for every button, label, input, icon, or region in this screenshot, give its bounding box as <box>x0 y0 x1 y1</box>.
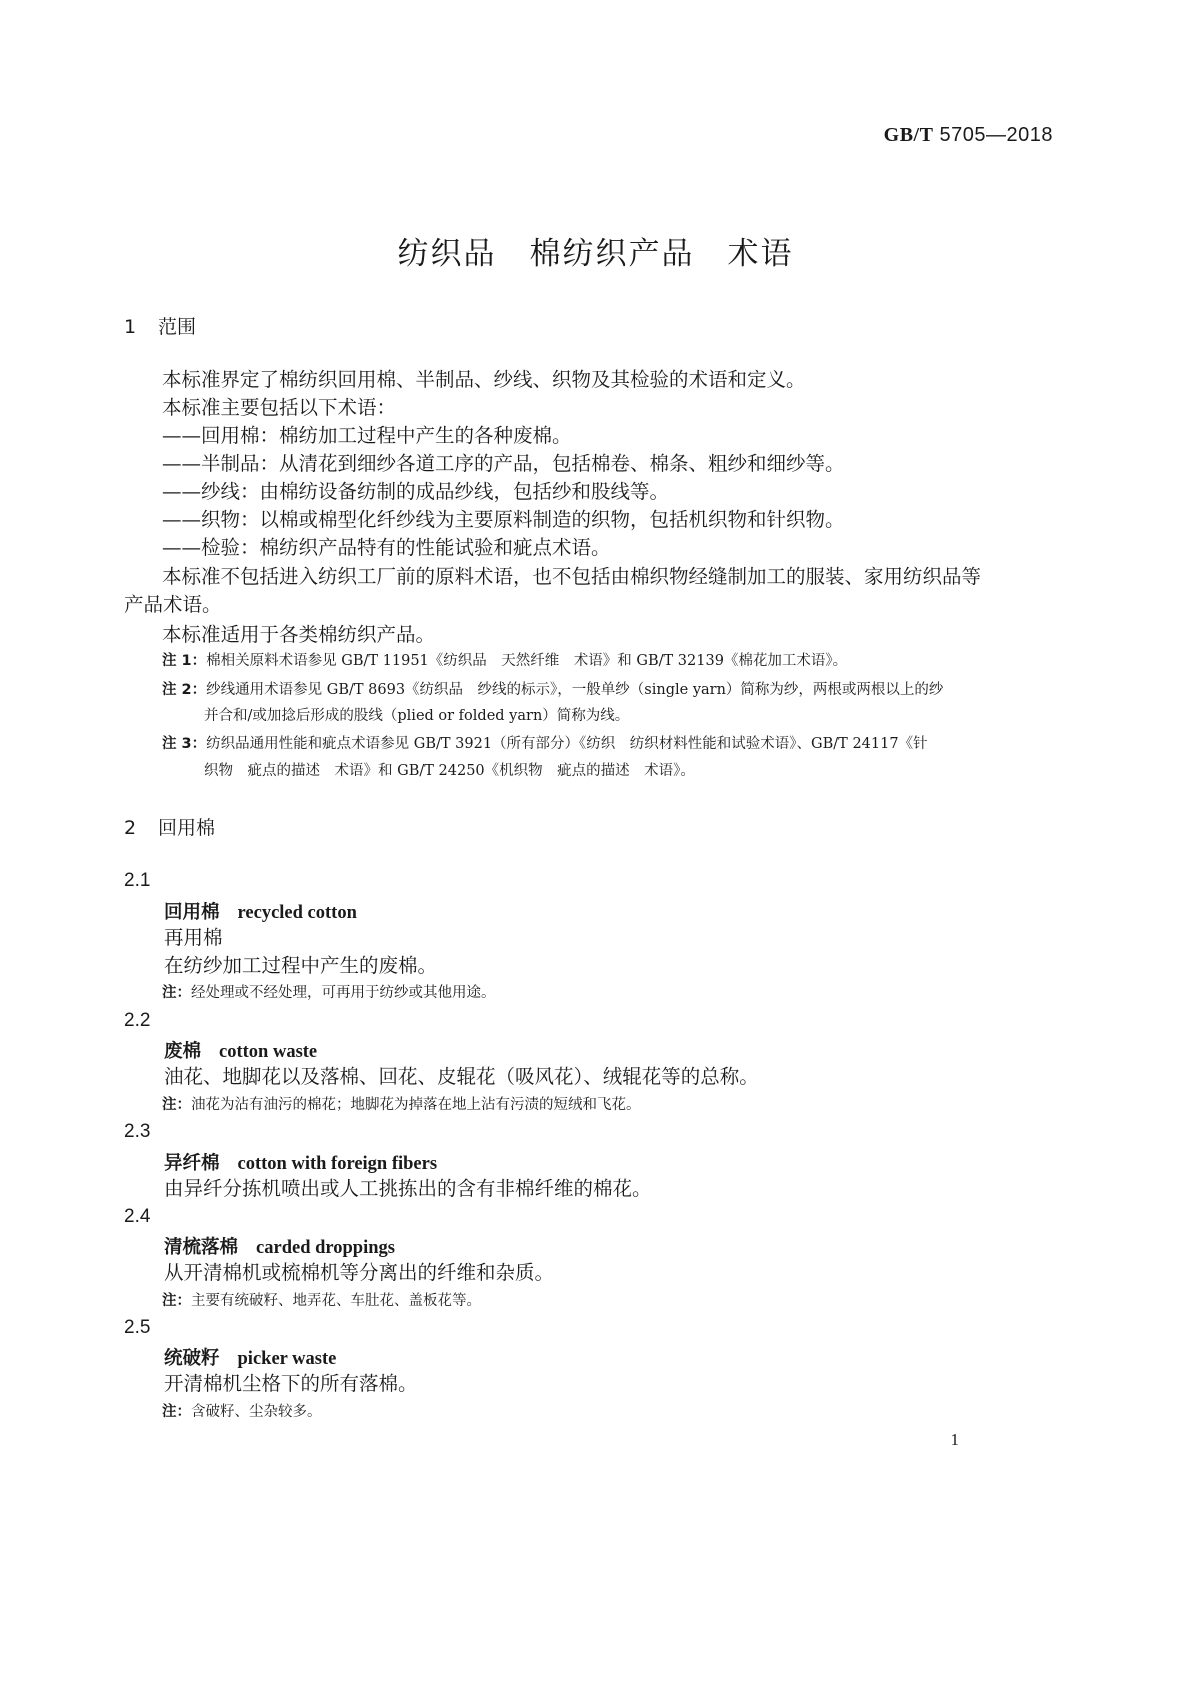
list-item: ——半制品：从清花到细纱各道工序的产品，包括棉卷、棉条、粗纱和细纱等。 <box>162 452 845 475</box>
list-item: ——回用棉：棉纺加工过程中产生的各种废棉。 <box>162 424 572 447</box>
note-label: 注 1： <box>162 653 207 669</box>
note <box>162 979 496 1007</box>
paragraph: 本标准不包括进入纺织工厂前的原料术语，也不包括由棉织物经缝制加工的服装、家用纺织品等产品术语。 <box>124 565 982 616</box>
section-title: 范围 <box>158 316 197 338</box>
list-item: ——织物：以棉或棉型化纤纱线为主要原料制造的织物，包括机织物和针织物。 <box>162 508 845 531</box>
note-label: 注： <box>162 1097 191 1113</box>
term-definition: 由异纤分拣机喷出或人工挑拣出的含有非棉纤维的棉花。 <box>164 1177 652 1200</box>
note-text: 含破籽、尘杂较多。 <box>191 1404 322 1420</box>
standard-number <box>884 124 1053 147</box>
term-synonym: 再用棉 <box>164 926 223 949</box>
term-number: 2.5 <box>124 1317 151 1338</box>
term-en: carded droppings <box>256 1238 395 1258</box>
list-item: ——纱线：由棉纺设备纺制的成品纱线，包括纱和股线等。 <box>162 480 670 503</box>
note-label: 注： <box>162 1293 191 1309</box>
term-number: 2.3 <box>124 1121 151 1142</box>
note-label: 注 2： <box>162 682 207 698</box>
section-1-heading <box>124 312 196 339</box>
term-en: cotton waste <box>219 1042 318 1062</box>
note <box>162 647 847 675</box>
note <box>162 1398 322 1426</box>
section-title: 回用棉 <box>158 817 216 839</box>
term-zh: 废棉 <box>164 1041 202 1062</box>
term-en: recycled cotton <box>237 903 357 923</box>
note <box>162 1091 641 1119</box>
term-en: picker waste <box>237 1349 337 1369</box>
term-heading <box>164 1037 317 1063</box>
note-label: 注： <box>162 1404 191 1420</box>
paragraph: 本标准界定了棉纺织回用棉、半制品、纱线、织物及其检验的术语和定义。 <box>162 368 806 391</box>
note-continuation: 织物 疵点的描述 术语》和 GB/T 24250《机织物 疵点的描述 术语》。 <box>204 763 695 779</box>
standard-code: 5705—2018 <box>939 124 1053 146</box>
term-heading <box>164 1344 336 1370</box>
term-zh: 回用棉 <box>164 902 220 923</box>
term-zh: 异纤棉 <box>164 1153 220 1174</box>
note-label: 注 3： <box>162 736 207 752</box>
term-heading <box>164 1233 395 1259</box>
note-label: 注： <box>162 985 191 1001</box>
note-continuation: 并合和/或加捻后形成的股线（plied or folded yarn）简称为线。 <box>204 708 630 724</box>
standard-prefix: GB/T <box>883 124 934 146</box>
note-text: 主要有统破籽、地弄花、车肚花、盖板花等。 <box>191 1293 481 1309</box>
note-text: 油花为沾有油污的棉花；地脚花为掉落在地上沾有污渍的短绒和飞花。 <box>191 1097 641 1113</box>
note <box>162 730 928 758</box>
note-text: 纱线通用术语参见 GB/T 8693《纺织品 纱线的标示》，一般单纱（single yarn）简称为纱，两根或两根以上的纱 <box>206 682 944 698</box>
term-zh: 统破籽 <box>164 1348 220 1369</box>
term-en: cotton with foreign fibers <box>237 1154 438 1174</box>
note-text: 纺织品通用性能和疵点术语参见 GB/T 3921（所有部分）《纺织 纺织材料性能和试验术语》、GB/T 24117《针 <box>206 736 928 752</box>
term-number: 2.1 <box>124 870 151 891</box>
term-heading <box>164 898 357 924</box>
note <box>162 1287 481 1315</box>
term-zh: 清梳落棉 <box>164 1237 239 1258</box>
term-number: 2.4 <box>124 1206 151 1227</box>
term-number: 2.2 <box>124 1010 151 1031</box>
section-number: 2 <box>124 817 137 839</box>
term-definition: 油花、地脚花以及落棉、回花、皮辊花（吸风花）、绒辊花等的总称。 <box>164 1065 759 1088</box>
page-number: 1 <box>950 1430 959 1449</box>
paragraph: 本标准适用于各类棉纺织产品。 <box>162 623 436 646</box>
section-number: 1 <box>124 316 137 338</box>
note-text: 棉相关原料术语参见 GB/T 11951《纺织品 天然纤维 术语》和 GB/T 32139《棉花加工术语》。 <box>206 653 848 669</box>
paragraph: 本标准主要包括以下术语： <box>162 396 397 419</box>
document-title: 纺织品 棉纺织产品 术语 <box>397 236 794 272</box>
note-text: 经处理或不经处理，可再用于纺纱或其他用途。 <box>191 985 496 1001</box>
note <box>162 676 943 704</box>
term-definition: 从开清棉机或梳棉机等分离出的纤维和杂质。 <box>164 1261 555 1284</box>
term-heading <box>164 1149 437 1175</box>
term-definition: 开清棉机尘格下的所有落棉。 <box>164 1372 418 1395</box>
section-2-heading <box>124 813 215 840</box>
term-definition: 在纺纱加工过程中产生的废棉。 <box>164 954 438 977</box>
list-item: ——检验：棉纺织产品特有的性能试验和疵点术语。 <box>162 536 611 559</box>
